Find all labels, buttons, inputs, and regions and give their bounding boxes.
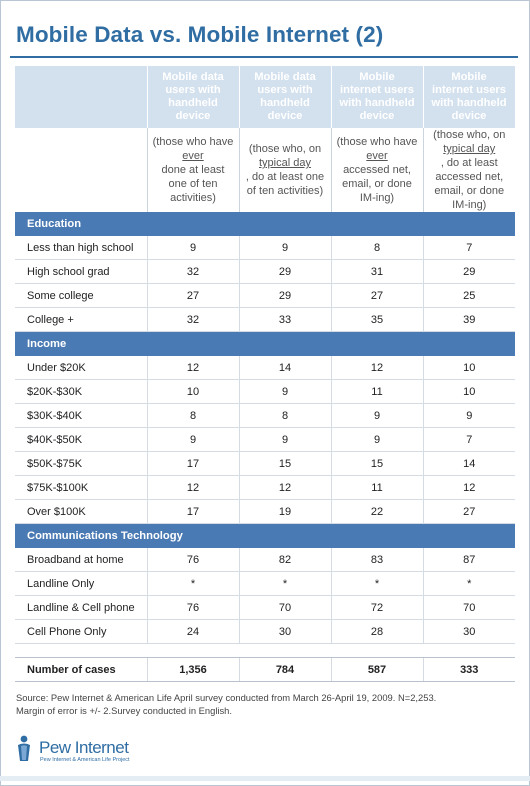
cases-label: Number of cases (15, 658, 147, 682)
spacer-cell (15, 644, 515, 658)
page-title: Mobile Data vs. Mobile Internet (2) (16, 22, 384, 47)
table-cell: 14 (423, 452, 515, 476)
table-cell: 27 (423, 500, 515, 524)
table-cell: 72 (331, 596, 423, 620)
table-cell: 12 (239, 476, 331, 500)
table-cell: 11 (331, 380, 423, 404)
table-row (15, 236, 515, 260)
table-cell: 35 (331, 308, 423, 332)
row-label: Landline & Cell phone (15, 596, 147, 620)
column-description-text: (those who have ever accessed net, email, or done IM-ing) (336, 136, 418, 204)
table-cell: 70 (423, 596, 515, 620)
table-cell: 87 (423, 548, 515, 572)
table-row (15, 284, 515, 308)
table-row (15, 476, 515, 500)
table-cell: 29 (239, 260, 331, 284)
data-table (15, 66, 516, 682)
table-row (15, 428, 515, 452)
table-cell: 9 (239, 236, 331, 260)
table-row (15, 596, 515, 620)
description-corner (15, 128, 147, 212)
table-cell: 9 (331, 428, 423, 452)
table-cell: * (239, 572, 331, 596)
table-cell: 9 (239, 428, 331, 452)
source-note (16, 691, 496, 717)
table-cell: 17 (147, 452, 239, 476)
table-cell: 8 (331, 236, 423, 260)
pew-logo (15, 734, 155, 764)
table-cell: 29 (239, 284, 331, 308)
table-cell: 12 (147, 356, 239, 380)
cases-row (15, 658, 515, 682)
spacer-row (15, 644, 515, 658)
column-header (239, 66, 331, 128)
table-cell: 12 (423, 476, 515, 500)
source-line-1: Source: Pew Internet & American Life April survey conducted from March 26-April 19, 2009. N=2,253. (16, 692, 437, 703)
row-label: Over $100K (15, 500, 147, 524)
table-cell: 30 (423, 620, 515, 644)
header-corner (15, 66, 147, 128)
table-cell: 25 (423, 284, 515, 308)
table-row (15, 404, 515, 428)
column-header-label: Mobile data users with handheld device (254, 71, 316, 122)
table-cell: * (423, 572, 515, 596)
column-description-text: (those who, on typical day , do at least accessed net, email, or done IM-ing) (433, 129, 506, 211)
table-row (15, 260, 515, 284)
cases-cell: 333 (423, 658, 515, 682)
column-header-label: Mobile internet users with handheld device (339, 71, 415, 122)
section-title: Income (15, 332, 515, 357)
column-description (147, 128, 239, 212)
section-title: Communications Technology (15, 524, 515, 549)
row-label: Under $20K (15, 356, 147, 380)
section-title: Education (15, 212, 515, 236)
table-cell: 70 (239, 596, 331, 620)
table-cell: 12 (147, 476, 239, 500)
description-row (15, 128, 515, 212)
table-cell: 32 (147, 308, 239, 332)
table-cell: 30 (239, 620, 331, 644)
title-divider (10, 56, 518, 58)
table-cell: 10 (423, 356, 515, 380)
row-label: $40K-$50K (15, 428, 147, 452)
column-header-label: Mobile data users with handheld device (162, 71, 224, 122)
table-cell: 10 (423, 380, 515, 404)
table-cell: 9 (331, 404, 423, 428)
table-cell: 29 (423, 260, 515, 284)
table-cell: 7 (423, 428, 515, 452)
row-label: $75K-$100K (15, 476, 147, 500)
table-cell: 22 (331, 500, 423, 524)
pew-logo-icon (15, 734, 37, 764)
column-header (147, 66, 239, 128)
table-cell: 9 (147, 428, 239, 452)
table-cell: 14 (239, 356, 331, 380)
column-header (423, 66, 515, 128)
table-cell: 8 (239, 404, 331, 428)
row-label: $30K-$40K (15, 404, 147, 428)
table-row (15, 548, 515, 572)
table-cell: 32 (147, 260, 239, 284)
source-line-2: Margin of error is +/- 2.Survey conducted in English. (16, 705, 232, 716)
cases-cell: 784 (239, 658, 331, 682)
logo-tagline: Pew Internet & American Life Project (40, 757, 130, 763)
row-label: Less than high school (15, 236, 147, 260)
table-cell: 7 (423, 236, 515, 260)
column-description (239, 128, 331, 212)
table-row (15, 380, 515, 404)
row-label: Broadband at home (15, 548, 147, 572)
bottom-band (0, 776, 530, 781)
table-row (15, 572, 515, 596)
column-header (331, 66, 423, 128)
column-description (423, 128, 515, 212)
table-cell: 19 (239, 500, 331, 524)
column-description-text: (those who, on typical day , do at least one of ten activities) (245, 143, 325, 197)
column-description (331, 128, 423, 212)
cases-cell: 1,356 (147, 658, 239, 682)
logo-name: Pew Internet (39, 738, 129, 757)
cases-cell: 587 (331, 658, 423, 682)
table-cell: 24 (147, 620, 239, 644)
table-cell: 33 (239, 308, 331, 332)
table-cell: 9 (239, 380, 331, 404)
table-row (15, 620, 515, 644)
table-cell: * (331, 572, 423, 596)
table-cell: 12 (331, 356, 423, 380)
table-cell: 9 (147, 236, 239, 260)
row-label: Some college (15, 284, 147, 308)
row-label: $20K-$30K (15, 380, 147, 404)
column-description-text: (those who have ever done at least one of ten activities) (152, 136, 234, 204)
table-row (15, 356, 515, 380)
table-cell: 76 (147, 548, 239, 572)
table-cell: 10 (147, 380, 239, 404)
row-label: High school grad (15, 260, 147, 284)
table-cell: 27 (331, 284, 423, 308)
table-cell: 8 (147, 404, 239, 428)
table-cell: 9 (423, 404, 515, 428)
table-cell: 39 (423, 308, 515, 332)
header-row (15, 66, 515, 128)
row-label: Landline Only (15, 572, 147, 596)
table-cell: 28 (331, 620, 423, 644)
table-cell: 11 (331, 476, 423, 500)
table-cell: 17 (147, 500, 239, 524)
table-cell: 83 (331, 548, 423, 572)
table-cell: 31 (331, 260, 423, 284)
table-row (15, 500, 515, 524)
row-label: $50K-$75K (15, 452, 147, 476)
table-cell: 76 (147, 596, 239, 620)
table-cell: 82 (239, 548, 331, 572)
row-label: College + (15, 308, 147, 332)
table-cell: 15 (239, 452, 331, 476)
table-row (15, 452, 515, 476)
section-header (15, 524, 515, 549)
section-header (15, 332, 515, 357)
column-header-label: Mobile internet users with handheld device (431, 71, 507, 122)
table-cell: 15 (331, 452, 423, 476)
section-header (15, 212, 515, 236)
row-label: Cell Phone Only (15, 620, 147, 644)
table-row (15, 308, 515, 332)
table-cell: 27 (147, 284, 239, 308)
table-cell: * (147, 572, 239, 596)
